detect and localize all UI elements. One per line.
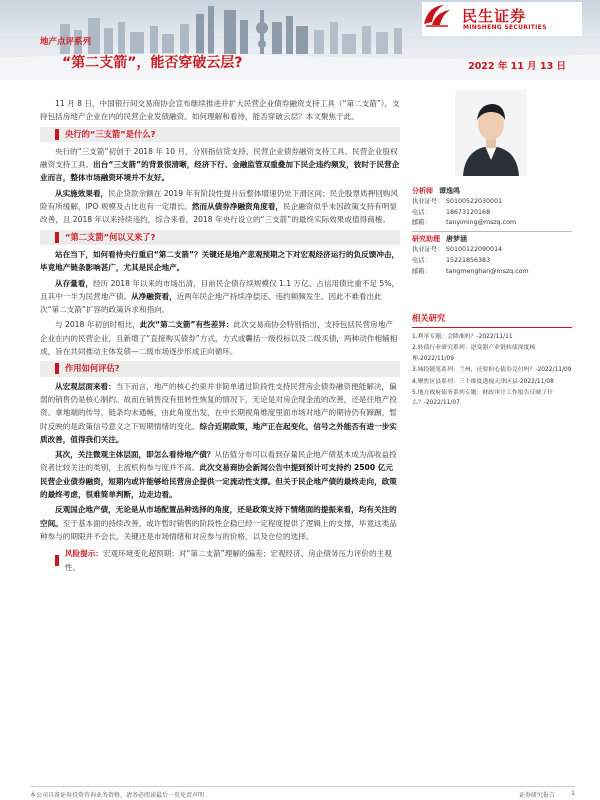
section-heading-3: [40, 361, 400, 376]
analyst-name: 唐梦涵: [446, 235, 467, 244]
paragraph: 反观国企地产债，无论是从市场配置品种选择的角度，还是政策支持下情绪面的提振来看，均有关注的空间。至于基本面的持续改善，或许暂时销售的阶段性企稳已经一定程度提供了逻辑上的支撑，毕竟这类品种参与的期限并不会长，关键还是市场情绪和对应参与的价格，以及仓位的选择。: [40, 505, 397, 541]
related-list: [412, 332, 572, 409]
section-marker: [55, 129, 59, 140]
related-heading: 相关研究: [412, 312, 572, 328]
main-content: [40, 97, 400, 578]
report-series: 地产点评系列: [40, 37, 92, 47]
intro-paragraph: 11 月 8 日，中国银行间交易商协会宣布继续推进并扩大民营企业债券融资支持工具（“第二支箭”），支持包括房地产企业在内的民营企业发债融资。如何理解和看待，能否穿破云层？本文聚焦于此。: [40, 99, 400, 122]
email-link[interactable]: tanyiming@mszq.com: [446, 219, 517, 227]
section-heading-1: [40, 127, 400, 142]
label: 邮箱：: [412, 219, 431, 227]
section-heading-2: [40, 230, 400, 245]
cert-number: S0100522030001: [446, 197, 503, 205]
header-banner: [0, 0, 600, 80]
section-title: 央行的“三支箭”是什么?: [65, 128, 156, 139]
page-number: 1: [571, 790, 575, 797]
section-title: “第二支箭”何以又来了?: [65, 231, 156, 242]
related-item[interactable]: 3.城投随笔系列：兰州，还要担心债券兑付吗？-2022/11/09: [412, 367, 572, 374]
report-date: 2022 年 11 月 13 日: [468, 61, 566, 72]
section-marker: [55, 232, 59, 243]
paragraph: 站在当下，如何看待央行重启“第二支箭”？关键还是地产悲观预期之下对宏观经济运行的负反馈冲击，毕竟地产链条影响甚广，尤其是民企地产。: [40, 249, 400, 273]
section-marker: [55, 555, 59, 566]
report-type: 证券研究报告: [518, 792, 555, 799]
paragraph: 从实施效果看，民企贷款余额在 2019 年有阶段性提升后整体增速仍处下滑区间；民企股票质押回购风险有所缓解，IPO 规模及占比也有一定增长。然而从债券净融资角度看，民企融资似乎未因政策支持有明显改善，且 2018 年以来持续违约。综合来看，2018 年央行设立的“三支箭”的最终实际效果或值得商榷。: [40, 188, 399, 225]
cert-number: S0100122090014: [446, 245, 503, 253]
email-link[interactable]: tangmenghan@mszq.com: [446, 267, 529, 275]
paragraph: 从宏观层面来看：当下而言，地产的核心约束并非简单通过阶段性支持民营房企债券融资便能解决，偏弱的销售仍是核心制约。故而在销售没有扭转性恢复的情况下，无论是对房企现金流的改善，还是往地产投资、拿地端的传导，链条均未通畅，由此角度出发，在中长期视角维度里面市场对地产的期待仍有蹄蹰，暂时反映的是政策信号意义之下短期情绪的变化。综合近期政策，地产正在起变化，信号之外能否有进一步实质改善，值得我们关注。: [40, 381, 397, 444]
analyst-role: 分析师: [412, 187, 433, 195]
minsheng-logo-icon: [422, 2, 452, 28]
risk-text: 宏观环境变化超预期；对“第二支箭”理解的偏差；宏观经济、房企债务压力评价的主观性。: [64, 549, 392, 572]
label: 执业证号：: [412, 197, 444, 205]
page-footer: [30, 786, 575, 799]
paragraph: 央行的“三支箭”初创于 2018 年 10 月，分别指信贷支持、民营企业债券融资支持工具、民营企业股权融资支持工具。出台“三支箭”的背景很清晰，经济下行、金融监管双重叠加下民企违约频发，彼时于民营企业而言，整体市场融资环境并不友好。: [40, 146, 400, 183]
related-item[interactable]: 5.地方政府债务系列专题：财政审计工作报告反映了什么？-2022/11/07: [412, 390, 554, 407]
divider: [412, 231, 572, 232]
section-marker: [55, 363, 59, 374]
paragraph: 从存量看，经历 2018 年以来的市场出清，目前民企债存续规模仅 1.1 万亿、占信用债比重不足 5%，且其中一半为民营地产债。从净融资看，近两年民企地产持续净偿还、违约频频发生。因此不难看出此次“第二支箭”扩容的政策诉求和指向。: [40, 278, 400, 315]
logo-text-cn: 民生证券: [462, 7, 527, 25]
risk-label: 风险提示：: [64, 549, 103, 559]
analyst-role: 研究助理: [412, 235, 440, 244]
analyst-portrait-image: [455, 90, 527, 176]
paragraph: 与 2018 年初创时相比，此次“第二支箭”有些差异：此次交易商协会特别指出，支持包括民营房地产企业在内的民营企业，且新增了“直接购买债券”方式，方式或囊括一级投标以及二级买债，两种动作相辅相成，旨在共同推动主体发债—二级市场逐步形成正向循环。: [40, 320, 398, 357]
phone: 18673120168: [446, 208, 491, 216]
analyst-card: [412, 186, 572, 277]
phone: 15221856383: [446, 256, 491, 264]
analyst-2-header: [412, 234, 572, 245]
analyst-photo: [455, 90, 527, 176]
related-item[interactable]: 1.利率专题：会降准吗？-2022/11/11: [412, 334, 513, 340]
section-title: 作用如何评估?: [65, 363, 120, 374]
logo-text-en: MINSHENG SECURITIES: [463, 24, 547, 31]
company-logo: [422, 2, 582, 36]
related-research: [412, 312, 572, 410]
risk-warning: [40, 546, 400, 575]
related-item[interactable]: 4.聚焦区县系列：三个维度透视天津区县-2022/11/08: [412, 378, 554, 385]
related-item[interactable]: 2.转债行业研究系列：逆变器产业链转债深度梳理-2022/11/09: [412, 345, 536, 362]
analyst-name: 谭逸鸣: [439, 187, 460, 195]
label: 电话：: [412, 208, 431, 216]
analyst-1-header: [412, 186, 572, 197]
paragraph: 其次，关注微观主体层面，即怎么看待地产债？从估值分布可以看到存量民企地产债基本成为高收益投资者比较关注的类别，主流机构参与度并不高。此次交易商协会新闻公告中提到预计可支持约 2500 亿元民营企业债券融资，短期内或许能够给民营房企提供一定流动性支撑。但关于民企地产债的最终走向，政策的最终考虑，很难简单判断，边走边看。: [40, 450, 397, 500]
label: 邮箱：: [412, 267, 431, 275]
report-title: “第二支箭”，能否穿破云层?: [62, 55, 243, 71]
disclaimer-note: 本公司具备证券投资咨询业务资格，请务必阅读最后一页免责声明: [30, 792, 205, 799]
label: 电话：: [412, 256, 431, 264]
label: 执业证号：: [412, 245, 444, 253]
